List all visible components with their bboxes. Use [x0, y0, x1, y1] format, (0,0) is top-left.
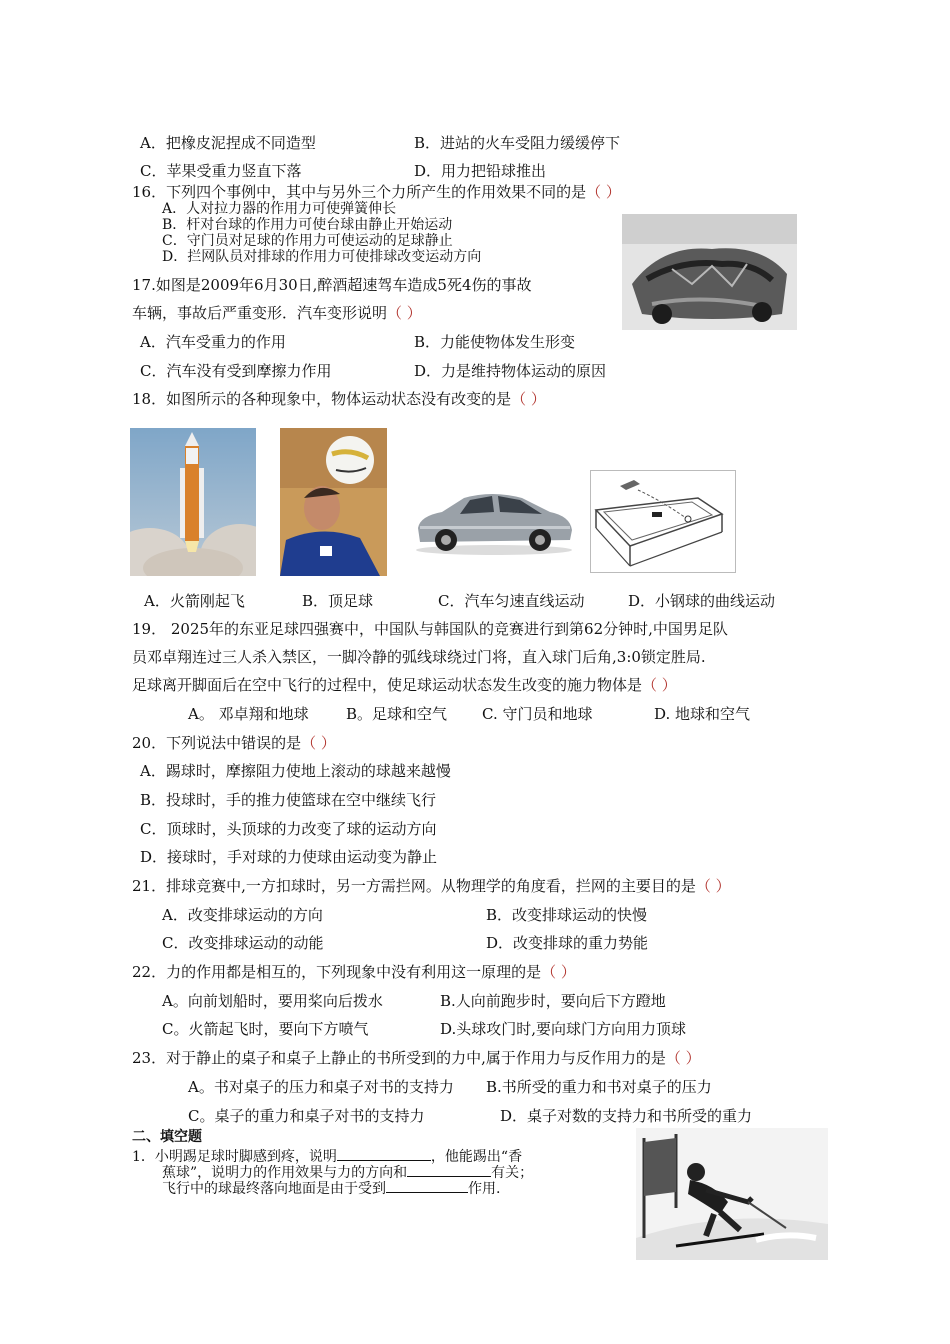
- steel-ball-diagram: [590, 470, 736, 573]
- crashed-car-photo: [622, 214, 797, 330]
- q17-option-c: C．汽车没有受到摩擦力作用: [140, 362, 332, 380]
- q21-option-a: A．改变排球运动的方向: [162, 906, 323, 924]
- q18-stem-text: 18．如图所示的各种现象中，物体运动状态没有改变的是: [132, 390, 512, 408]
- fill-q1-line2-end: 有关；: [491, 1165, 534, 1181]
- q21-stem: [132, 877, 731, 895]
- q23-option-a: A。书对桌子的压力和桌子对书的支持力: [188, 1078, 454, 1096]
- section-title-fill-blank: 二、填空题: [132, 1129, 202, 1145]
- q16-option-a: A．人对拉力器的作用力可使弹簧伸长: [162, 201, 397, 217]
- fill-q1-line1-end: ，他能踢出“香: [430, 1149, 523, 1165]
- q17-option-a: A．汽车受重力的作用: [140, 333, 286, 351]
- q18-stem: [132, 390, 546, 408]
- q20-option-d: D．接球时，手对球的力使球由运动变为静止: [140, 848, 438, 866]
- silver-car-photo: [412, 484, 576, 556]
- q17-option-b: B．力能使物体发生形变: [414, 333, 576, 351]
- q20-stem: [132, 734, 336, 752]
- q18-option-c: C．汽车匀速直线运动: [438, 592, 585, 610]
- q15-option-b: B．进站的火车受阻力缓缓停下: [414, 134, 621, 152]
- fill-q1-line3: [162, 1178, 500, 1197]
- q15-option-c: C．苹果受重力竖直下落: [140, 162, 302, 180]
- q19-option-c: C. 守门员和地球: [482, 705, 593, 723]
- q17-stem2-text: 车辆，事故后严重变形．汽车变形说明: [132, 304, 388, 322]
- q15-option-a: A．把橡皮泥捏成不同造型: [140, 134, 316, 152]
- q18-bracket: （ ）: [511, 390, 546, 408]
- fill-q1-line1-start: 1．小明踢足球时脚感到疼，说明: [132, 1149, 337, 1165]
- q16-bracket: （ ）: [586, 183, 621, 201]
- q22-option-a: A。向前划船时，要用桨向后拨水: [162, 992, 383, 1010]
- q19-stem-line3: [132, 676, 677, 694]
- q22-option-b: B.人向前跑步时，要向后下方蹬地: [440, 992, 666, 1010]
- q21-option-b: B．改变排球运动的快慢: [486, 906, 648, 924]
- q23-option-b: B.书所受的重力和书对桌子的压力: [486, 1078, 712, 1096]
- q16-option-b: B．杆对台球的作用力可使台球由静止开始运动: [162, 217, 453, 233]
- q17-stem-line2: [132, 304, 422, 322]
- q17-stem-line1: 17.如图是2009年6月30日,醉酒超速驾车造成5死4伤的事故: [132, 276, 532, 294]
- q22-option-c: C。火箭起飞时，要向下方喷气: [162, 1020, 369, 1038]
- answer-blank-1[interactable]: [337, 1146, 431, 1161]
- q19-stem-line2: 员邓卓翔连过三人杀入禁区，一脚冷静的弧线球绕过门将，直入球门后角,3:0锁定胜局.: [132, 648, 706, 666]
- q17-bracket: （ ）: [387, 304, 422, 322]
- q21-option-d: D．改变排球的重力势能: [486, 934, 649, 952]
- q20-bracket: （ ）: [301, 734, 336, 752]
- q21-option-c: C．改变排球运动的动能: [162, 934, 324, 952]
- q22-stem-text: 22．力的作用都是相互的，下列现象中没有利用这一原理的是: [132, 963, 542, 981]
- q16-stem: [132, 183, 621, 201]
- q16-option-c: C．守门员对足球的作用力可使运动的足球静止: [162, 233, 453, 249]
- q19-stem3-text: 足球离开脚面后在空中飞行的过程中，使足球运动状态发生改变的施力物体是: [132, 676, 643, 694]
- q20-option-b: B．投球时，手的推力使篮球在空中继续飞行: [140, 791, 437, 809]
- q18-option-b: B．顶足球: [302, 592, 374, 610]
- q23-option-d: D．桌子对数的支持力和书所受的重力: [500, 1107, 753, 1125]
- q20-option-c: C．顶球时，头顶球的力改变了球的运动方向: [140, 820, 437, 838]
- q17-option-d: D．力是维持物体运动的原因: [414, 362, 607, 380]
- fill-q1-line3-end: 作用.: [468, 1181, 501, 1197]
- q23-option-c: C。桌子的重力和桌子对书的支持力: [188, 1107, 425, 1125]
- header-football-photo: [280, 428, 387, 576]
- fill-q1-line3-start: 飞行中的球最终落向地面是由于受到: [162, 1181, 386, 1197]
- answer-blank-2[interactable]: [407, 1162, 491, 1177]
- q18-option-a: A．火箭刚起飞: [144, 592, 245, 610]
- q19-bracket: （ ）: [642, 676, 677, 694]
- q16-stem-text: 16．下列四个事例中，其中与另外三个力所产生的作用效果不同的是: [132, 183, 587, 201]
- skier-photo: [636, 1128, 828, 1260]
- q23-stem-text: 23．对于静止的桌子和桌子上静止的书所受到的力中,属于作用力与反作用力的是: [132, 1049, 666, 1067]
- q15-option-d: D．用力把铅球推出: [414, 162, 547, 180]
- q22-bracket: （ ）: [541, 963, 576, 981]
- q22-stem: [132, 963, 576, 981]
- q22-option-d: D.头球攻门时,要向球门方向用力顶球: [440, 1020, 687, 1038]
- q21-bracket: （ ）: [695, 877, 731, 895]
- fill-q1-line2-start: 蕉球”，说明力的作用效果与力的方向和: [162, 1165, 408, 1181]
- q16-option-d: D．拦网队员对排球的作用力可使排球改变运动方向: [162, 249, 482, 265]
- q20-option-a: A．踢球时，摩擦阻力使地上滚动的球越来越慢: [140, 762, 451, 780]
- q20-stem-text: 20．下列说法中错误的是: [132, 734, 302, 752]
- q23-stem: [132, 1049, 701, 1067]
- q23-bracket: （ ）: [665, 1049, 701, 1067]
- q19-option-d: D. 地球和空气: [654, 705, 751, 723]
- rocket-launch-photo: [130, 428, 256, 576]
- q21-stem-text: 21．排球竞赛中,一方扣球时，另一方需拦网。从物理学的角度看，拦网的主要目的是: [132, 877, 696, 895]
- q19-stem-line1: 19． 2025年的东亚足球四强赛中，中国队与韩国队的竞赛进行到第62分钟时,中国男足队: [132, 620, 728, 638]
- answer-blank-3[interactable]: [386, 1178, 468, 1193]
- q19-option-a: A。 邓卓翔和地球: [188, 705, 309, 723]
- q19-option-b: B。足球和空气: [346, 705, 448, 723]
- q18-option-d: D．小钢球的曲线运动: [628, 592, 776, 610]
